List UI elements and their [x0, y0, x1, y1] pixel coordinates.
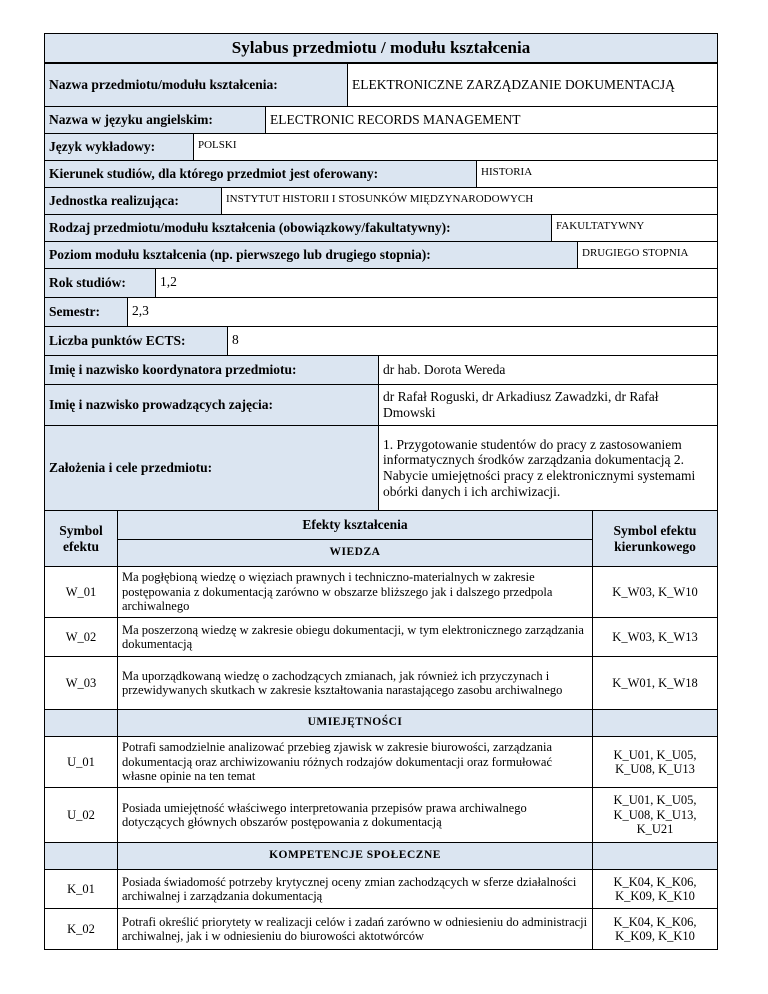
year-label: Rok studiów:	[44, 268, 156, 298]
field-of-study-label: Kierunek studiów, dla którego przedmiot jest oferowany:	[44, 160, 477, 188]
section-knowledge: WIEDZA	[117, 539, 593, 567]
table-row-symbol: W_01	[44, 566, 118, 618]
table-row-symbol: U_01	[44, 736, 118, 788]
unit-value: INSTYTUT HISTORII I STOSUNKÓW MIĘDZYNARODOWYCH	[221, 187, 718, 215]
course-type-label: Rodzaj przedmiotu/modułu kształcenia (obowiązkowy/fakultatywny):	[44, 214, 552, 242]
level-value: DRUGIEGO STOPNIA	[577, 241, 718, 269]
instructors-label: Imię i nazwisko prowadzących zajęcia:	[44, 384, 379, 426]
language-label: Język wykładowy:	[44, 133, 194, 161]
table-row-code: K_W01, K_W18	[592, 656, 718, 710]
table-row-text: Ma uporządkowaną wiedzę o zachodzących zmianach, jak również ich przyczynach i przewidywanych skutkach w zakresie kształtowania narastającego zasobu archiwalnego	[117, 656, 593, 710]
unit-label: Jednostka realizująca:	[44, 187, 222, 215]
section-skills: UMIEJĘTNOŚCI	[117, 709, 593, 737]
table-row-text: Posiada umiejętność właściwego interpretowania przepisów prawa archiwalnego dotyczących głównych obszarów postępowania z dokumentacją	[117, 787, 593, 843]
section-competences: KOMPETENCJE SPOŁECZNE	[117, 842, 593, 870]
semester-label: Semestr:	[44, 297, 128, 327]
table-row-text: Ma pogłębioną wiedzę o więziach prawnych i techniczno-materialnych w zakresie postępowania z dokumentacją zarówno w obszarze bliższego jak i dalszego przedpola archiwalnego	[117, 566, 593, 618]
goals-label: Założenia i cele przedmiotu:	[44, 425, 379, 511]
course-name-label: Nazwa przedmiotu/modułu kształcenia:	[44, 63, 348, 107]
table-row-code: K_K04, K_K06, K_K09, K_K10	[592, 869, 718, 909]
section-competences-spacer-right	[592, 842, 718, 870]
section-competences-spacer-left	[44, 842, 118, 870]
english-name-value: ELECTRONIC RECORDS MANAGEMENT	[265, 106, 718, 134]
goals-value: 1. Przygotowanie studentów do pracy z zastosowaniem informatycznych środków zarządzania dokumentacją 2. Nabycie umiejętności pracy z elektronicznymi systemami obórki danych i ich archiwizacji.	[378, 425, 718, 511]
table-row-text: Ma poszerzoną wiedzę w zakresie obiegu dokumentacji, w tym elektronicznego zarządzania dokumentacją	[117, 617, 593, 657]
table-row-code: K_K04, K_K06, K_K09, K_K10	[592, 908, 718, 950]
table-row-code: K_W03, K_W13	[592, 617, 718, 657]
ects-label: Liczba punktów ECTS:	[44, 326, 228, 356]
table-row-code: K_U01, K_U05, K_U08, K_U13	[592, 736, 718, 788]
course-name-value: ELEKTRONICZNE ZARZĄDZANIE DOKUMENTACJĄ	[347, 63, 718, 107]
table-row-text: Potrafi określić priorytety w realizacji celów i zadań zarówno w odniesieniu do administracji archiwalnej, jak i w odniesieniu do biurowości aktotwórców	[117, 908, 593, 950]
table-row-symbol: U_02	[44, 787, 118, 843]
table-row-text: Posiada świadomość potrzeby krytycznej oceny zmian zachodzących w sferze działalności archiwalnej i zarządzania dokumentacją	[117, 869, 593, 909]
symbol-header: Symbol efektu	[44, 510, 118, 567]
section-skills-spacer-left	[44, 709, 118, 737]
table-row-code: K_W03, K_W10	[592, 566, 718, 618]
effects-header: Efekty kształcenia	[117, 510, 593, 540]
table-row-symbol: W_03	[44, 656, 118, 710]
ects-value: 8	[227, 326, 718, 356]
instructors-value: dr Rafał Roguski, dr Arkadiusz Zawadzki, dr Rafał Dmowski	[378, 384, 718, 426]
section-skills-spacer-right	[592, 709, 718, 737]
field-of-study-value: HISTORIA	[476, 160, 718, 188]
page-title: Sylabus przedmiotu / modułu kształcenia	[44, 33, 718, 63]
table-row-text: Potrafi samodzielnie analizować przebieg zjawisk w zakresie biurowości, zarządzania dokumentacją oraz archiwizowaniu różnych rodzajów dokumentacji oraz formułować własne opinie na ten temat	[117, 736, 593, 788]
semester-value: 2,3	[127, 297, 718, 327]
year-value: 1,2	[155, 268, 718, 298]
table-row-code: K_U01, K_U05, K_U08, K_U13, K_U21	[592, 787, 718, 843]
table-row-symbol: K_02	[44, 908, 118, 950]
table-row-symbol: K_01	[44, 869, 118, 909]
course-type-value: FAKULTATYWNY	[551, 214, 718, 242]
coordinator-label: Imię i nazwisko koordynatora przedmiotu:	[44, 355, 379, 385]
language-value: POLSKI	[193, 133, 718, 161]
coordinator-value: dr hab. Dorota Wereda	[378, 355, 718, 385]
table-row-symbol: W_02	[44, 617, 118, 657]
program-symbol-header: Symbol efektu kierunkowego	[592, 510, 718, 567]
english-name-label: Nazwa w języku angielskim:	[44, 106, 266, 134]
level-label: Poziom modułu kształcenia (np. pierwszego lub drugiego stopnia):	[44, 241, 578, 269]
